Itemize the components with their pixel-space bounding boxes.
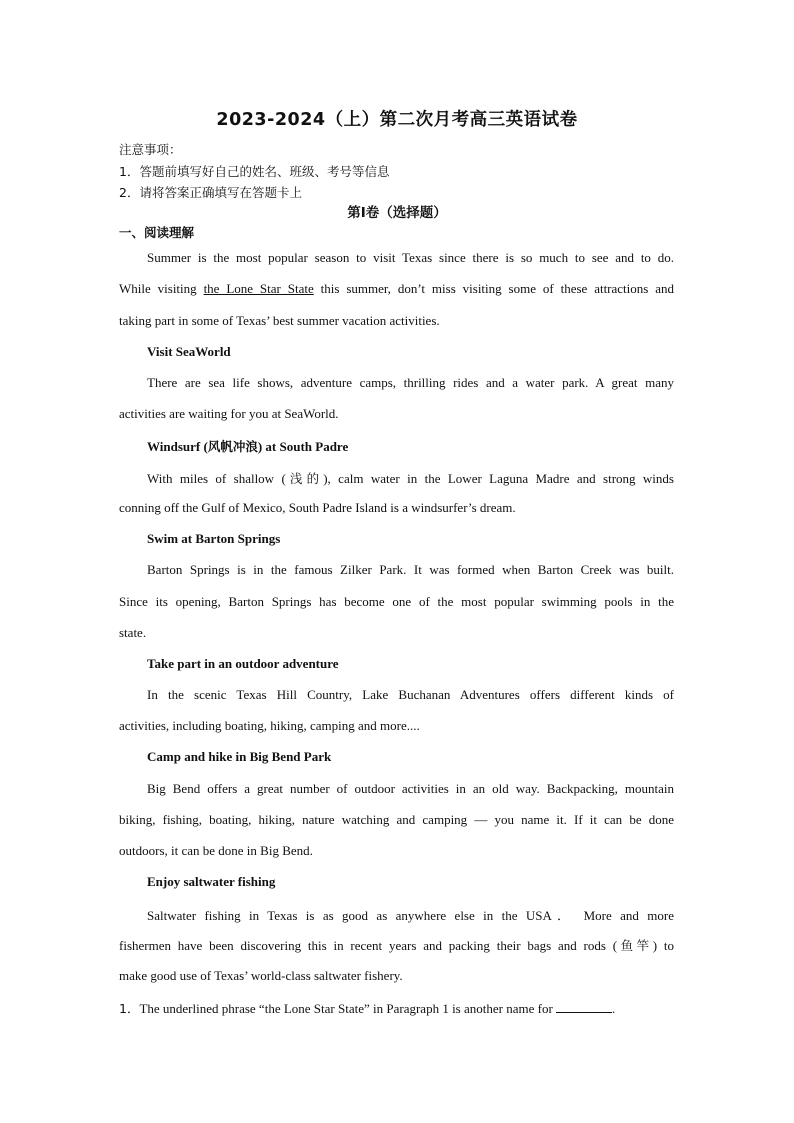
seaworld-line-2: activities are waiting for you at SeaWorld. xyxy=(119,406,339,421)
barton-line-3: state. xyxy=(119,625,147,640)
question-1-number: 1． xyxy=(119,1001,140,1016)
notice-item-2: 2．请将答案正确填写在答题卡上 xyxy=(119,185,302,200)
heading-fishing: Enjoy saltwater fishing xyxy=(147,874,276,889)
fishing-line-2-pre: fishermen have been discovering this in recent years and packing their bags and rods ( xyxy=(119,938,618,953)
intro-line-2 xyxy=(119,281,674,297)
exam-title: 2023-2024（上）第二次月考高三英语试卷 xyxy=(216,110,578,130)
question-1 xyxy=(119,999,674,1017)
intro-line-2-post: this summer, don’t miss visiting some of these attractions and xyxy=(313,281,674,296)
heading-barton: Swim at Barton Springs xyxy=(147,531,281,546)
windsurf-heading-pre: Windsurf ( xyxy=(147,439,208,454)
bigbend-line-2: biking, fishing, boating, hiking, nature watching and camping — you name it. If it can be done xyxy=(119,812,674,827)
windsurf-heading-cjk: 风帆冲浪 xyxy=(207,439,258,454)
windsurf-line-1-post: ), calm water in the Lower Laguna Madre and strong winds xyxy=(323,471,674,486)
intro-line-2-pre: While visiting xyxy=(119,281,204,296)
outdoor-line-1: In the scenic Texas Hill Country, Lake Buchanan Adventures offers different kinds of xyxy=(147,687,674,702)
part-title: 一、阅读理解 xyxy=(119,225,195,240)
windsurf-line-1-cjk: 浅的 xyxy=(285,471,324,486)
answer-blank xyxy=(556,1000,612,1013)
section-title: 第I卷（选择题） xyxy=(347,205,447,221)
bigbend-line-3: outdoors, it can be done in Big Bend. xyxy=(119,843,313,858)
fishing-line-2-post: ) to xyxy=(652,938,674,953)
windsurf-line-2: conning off the Gulf of Mexico, South Padre Island is a windsurfer’s dream. xyxy=(119,500,516,515)
windsurf-heading-post: ) at South Padre xyxy=(257,439,349,454)
question-1-text: The underlined phrase “the Lone Star State” in Paragraph 1 is another name for xyxy=(139,1001,553,1016)
bigbend-line-1: Big Bend offers a great number of outdoor activities in an old way. Backpacking, mountain xyxy=(147,781,674,796)
intro-line-3: taking part in some of Texas’ best summer vacation activities. xyxy=(119,313,440,328)
fishing-line-2 xyxy=(119,936,674,954)
fishing-line-1: Saltwater fishing in Texas is as good as anywhere else in the USA． More and more xyxy=(147,908,674,923)
heading-outdoor: Take part in an outdoor adventure xyxy=(147,656,339,671)
fishing-line-3: make good use of Texas’ world-class saltwater fishery. xyxy=(119,968,403,983)
notice-item-1: 1．答题前填写好自己的姓名、班级、考号等信息 xyxy=(119,164,390,179)
heading-seaworld: Visit SeaWorld xyxy=(147,344,231,359)
barton-line-2: Since its opening, Barton Springs has become one of the most popular swimming pools in the xyxy=(119,594,674,609)
question-1-end: . xyxy=(612,1001,616,1016)
heading-windsurf xyxy=(147,437,348,455)
intro-line-1: Summer is the most popular season to visit Texas since there is so much to see and to do. xyxy=(147,250,674,265)
fishing-line-2-cjk: 鱼竿 xyxy=(617,938,653,953)
windsurf-line-1-pre: With miles of shallow ( xyxy=(147,471,286,486)
seaworld-line-1: There are sea life shows, adventure camps, thrilling rides and a water park. A great many xyxy=(147,375,674,390)
underlined-phrase: the Lone Star State xyxy=(203,281,314,296)
outdoor-line-2: activities, including boating, hiking, camping and more.... xyxy=(119,718,420,733)
windsurf-line-1 xyxy=(147,469,674,487)
notice-label: 注意事项： xyxy=(119,142,182,157)
heading-bigbend: Camp and hike in Big Bend Park xyxy=(147,749,332,764)
barton-line-1: Barton Springs is in the famous Zilker Park. It was formed when Barton Creek was built. xyxy=(147,562,674,577)
